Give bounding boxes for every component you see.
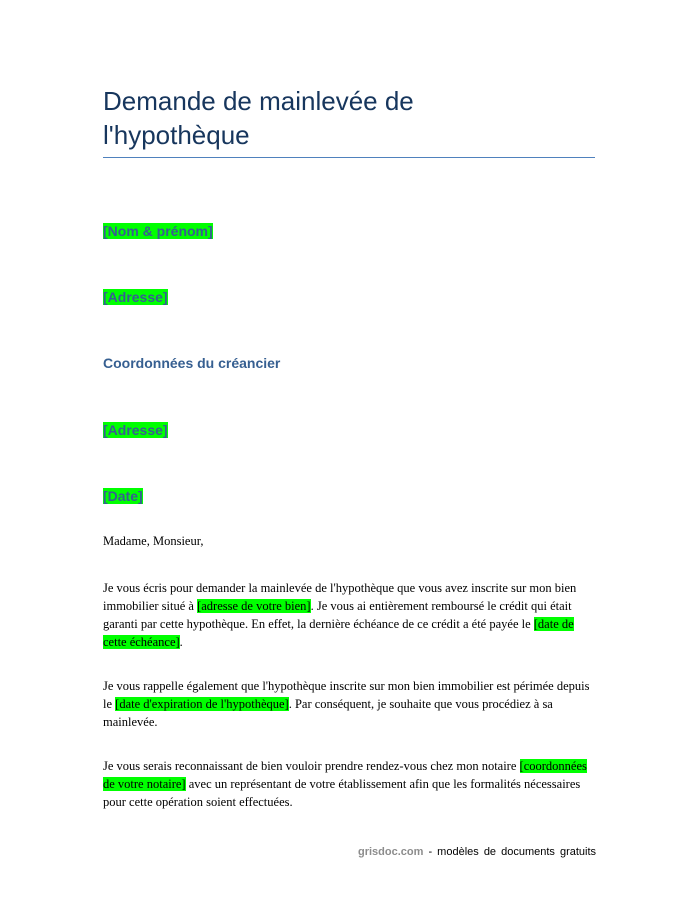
date-placeholder: [Date]	[103, 488, 143, 504]
footer-site-link[interactable]: grisdoc.com	[358, 846, 424, 858]
paragraph-1	[103, 579, 595, 651]
paragraph-3-text-b: avec un représentant de votre établissement afin que les formalités nécessaires pour cette opération soient effectuées.	[103, 777, 581, 809]
creditor-address-placeholder: [Adresse]	[103, 422, 168, 438]
address-placeholder: [Adresse]	[103, 289, 168, 305]
title-divider	[103, 157, 595, 158]
paragraph-1-text-a: Je vous écris pour demander la mainlevée de l'hypothèque que vous avez inscrite sur mon bien immobilier situé à	[103, 581, 577, 613]
expiry-date-placeholder: [date d'expiration de l'hypothèque]	[115, 697, 289, 711]
address-field	[103, 287, 168, 307]
paragraph-2-text-a: Je vous rappelle également que l'hypothèque inscrite sur mon bien immobilier est périmée depuis le	[103, 679, 590, 711]
salutation: Madame, Monsieur,	[103, 534, 204, 548]
paragraph-1-text-b: . Je vous ai entièrement remboursé le crédit qui était garanti par cette hypothèque. En effet, la dernière échéance de ce crédit a été payée le	[103, 599, 572, 631]
paragraph-3-text-a: Je vous serais reconnaissant de bien vouloir prendre rendez-vous chez mon notaire	[103, 759, 520, 773]
footer-tagline: - modèles de documents gratuits	[423, 846, 597, 858]
name-placeholder: [Nom & prénom]	[103, 223, 213, 239]
date-field	[103, 486, 143, 506]
footer	[358, 846, 596, 858]
creditor-heading: Coordonnées du créancier	[103, 355, 281, 371]
paragraph-2-text-b: . Par conséquent, je souhaite que vous procédiez à sa mainlevée.	[103, 697, 553, 729]
name-field	[103, 221, 213, 241]
property-address-placeholder: [adresse de votre bien]	[197, 599, 311, 613]
due-date-placeholder: [date de cette échéance]	[103, 617, 574, 649]
paragraph-1-text-c: .	[179, 635, 183, 649]
creditor-address-field	[103, 420, 168, 440]
document-title	[103, 84, 593, 152]
notary-details-placeholder: [coordonnées de votre notaire]	[103, 759, 587, 791]
title-line-2: l'hypothèque	[103, 120, 250, 150]
paragraph-2	[103, 677, 595, 731]
paragraph-3	[103, 757, 595, 811]
title-line-1: Demande de mainlevée de	[103, 86, 414, 116]
